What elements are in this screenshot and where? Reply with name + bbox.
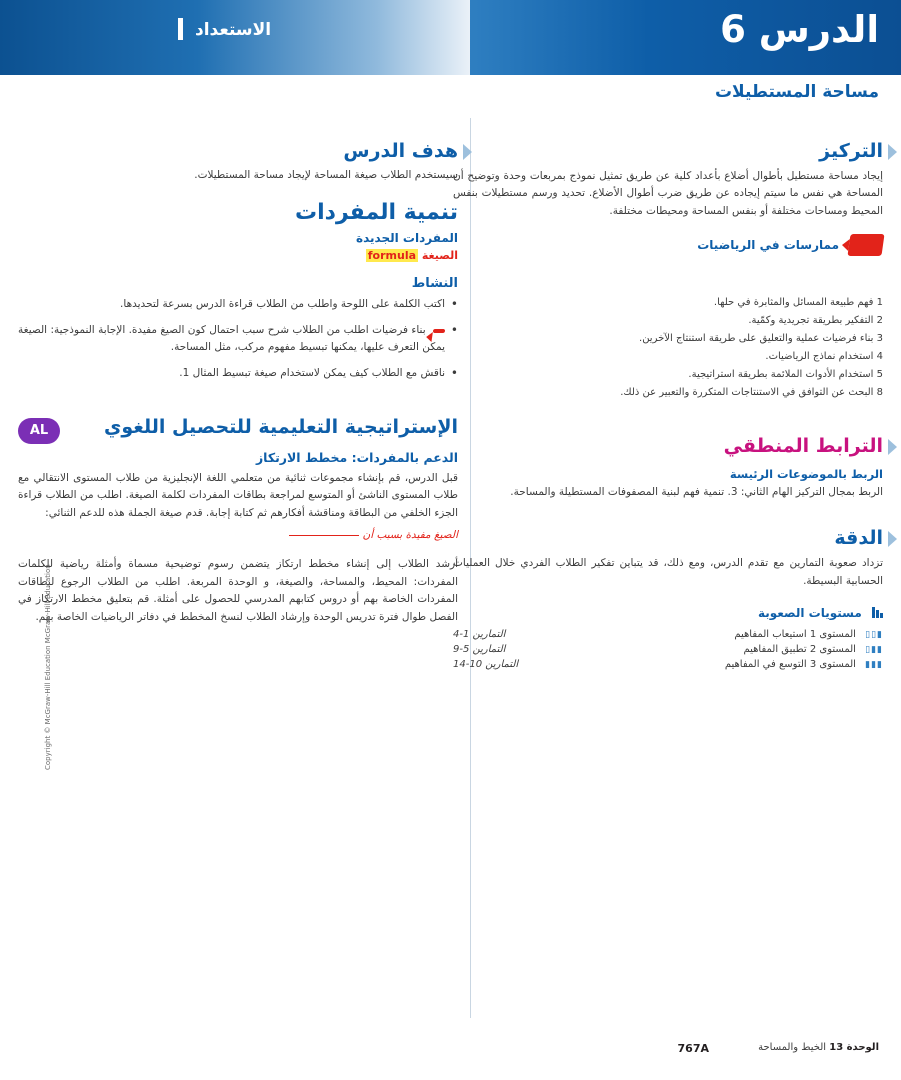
practices-badge-icon: [433, 329, 446, 333]
blank-line: [289, 535, 359, 536]
level-label: المستوى 1 استيعاب المفاهيم: [734, 628, 856, 640]
difficulty-level: [616, 627, 883, 642]
focus-body: إيجاد مساحة مستطيل بأطوال أضلاع بأعداد كلية عن طريق تمثيل نموذج بمربعات وحدة وتوضيح أن المساحة هي نفس ما سيتم إيجاده عن طريق ضرب أطوال الأضلاع. تحديد ورسم مستطيلات بنفس المحيط ومساحات مختلفة أو بنفس المساحة ومحيطات مختلفة.: [453, 170, 883, 217]
difficulty-exercises: التمارين 10-14: [453, 658, 519, 670]
level-label: المستوى 2 تطبيق المفاهيم: [743, 643, 856, 655]
coherence-subheading: الربط بالموضوعات الرئيسة: [729, 466, 883, 481]
list-item: 4 استخدام نماذج الرياضيات.: [765, 350, 883, 362]
objective-heading: [18, 140, 458, 162]
vocab-support-heading: الدعم بالمفردات: مخطط الارتكاز: [255, 449, 458, 465]
math-practices-header: [453, 238, 883, 268]
arrow-icon: [463, 144, 472, 160]
list-item: [18, 322, 458, 356]
page-number: 767A: [677, 1042, 709, 1055]
difficulty-table: [453, 627, 883, 672]
vocabulary-heading: تنمية المفردات: [295, 199, 458, 225]
footer-unit-title: الخيط والمساحة: [758, 1042, 827, 1053]
difficulty-exercises: التمارين 1-4: [453, 628, 506, 640]
objective-body: سيستخدم الطلاب صيغة المساحة لإيجاد مساحة المستطيلات.: [194, 169, 458, 181]
coherence-heading: [453, 435, 883, 457]
list-item-text: بناء فرضيات اطلب من الطلاب شرح سبب احتمال كون الصيغ مفيدة. الإجابة النموذجية: الصيغة يمكن التعرف عليها، يمكنها تبسيط مفهوم مركب، مثل المساحة.: [18, 323, 445, 353]
math-practices-title: ممارسات في الرياضيات: [697, 237, 839, 252]
list-item: 2 التفكير بطريقة تجريدية وكمّية.: [748, 314, 883, 326]
difficulty-heading: [453, 606, 883, 621]
arrow-icon: [888, 439, 897, 455]
vocabulary-term-en: formula: [367, 248, 417, 262]
level-1-icon: ▮▯▯: [865, 629, 883, 640]
difficulty-level: [616, 657, 883, 672]
el-paragraph-2: أرشد الطلاب إلى إنشاء مخطط ارتكاز يتضمن رسوم توضيحية مسماة وأمثلة رياضية للكلمات المفردات: المحيط، والمساحة، والصيغة، و الوحدة المربعة. اطلب من الطلاب الرجوع لبطاقات المفردات الخاصة بهم أو دروس كتابهم المدرسي للحصول على أمثلة. قم بتعليق مخطط الارتكاز في الفصل طوال فترة تدريس الوحدة وإرشاد الطلاب لنسخ المخطط في دفاتر الرياضيات الخاصة بهم.: [18, 558, 458, 623]
table-row: [453, 627, 883, 642]
prep-label: الاستعداد: [195, 20, 272, 40]
focus-heading: [453, 140, 883, 162]
sentence-frame-text: الصيغ مفيدة بسبب أن: [362, 529, 458, 542]
footer-unit: [758, 1042, 879, 1053]
rigor-heading-text: الدقة: [834, 527, 883, 550]
difficulty-heading-text: مستويات الصعوبة: [757, 605, 862, 620]
footer-unit-number: الوحدة 13: [829, 1042, 879, 1053]
table-row: [453, 642, 883, 657]
el-strategy-heading: [18, 416, 458, 440]
objective-heading-text: هدف الدرس: [343, 140, 458, 162]
difficulty-exercises: التمارين 5-9: [453, 643, 506, 655]
list-item: 3 بناء فرضيات عملية والتعليق على طريقة استنتاج الآخرين.: [639, 332, 883, 344]
math-practices-list: [453, 294, 883, 401]
page-footer: [22, 1042, 879, 1062]
header-band: [0, 0, 901, 75]
list-item: 5 استخدام الأدوات الملائمة بطريقة استراتيجية.: [688, 368, 883, 380]
level-2-icon: ▮▮▯: [865, 644, 883, 655]
rigor-body: تزداد صعوبة التمارين مع تقدم الدرس، ومع ذلك، قد يتباين تفكير الطلاب الفردي خلال العمليات الحسابية البسيطة.: [453, 557, 883, 587]
rigor-heading: [453, 527, 883, 549]
left-column: [18, 140, 458, 638]
vocabulary-term-ar: الصيغة: [421, 248, 458, 262]
focus-heading-text: التركيز: [819, 140, 883, 162]
vocabulary-new-label: المفردات الجديدة: [356, 230, 458, 245]
lesson-number: الدرس 6: [720, 8, 879, 51]
activity-heading: النشاط: [411, 275, 458, 291]
list-item: 8 البحث عن التوافق في الاستنتاجات المتكررة والتعبير عن ذلك.: [620, 386, 883, 398]
el-strategy-heading-text: الإستراتيجية التعليمية للتحصيل اللغوي: [103, 415, 458, 438]
list-item: • ناقش مع الطلاب كيف يمكن لاستخدام صيغة تبسيط المثال 1.: [18, 365, 458, 382]
activity-list: [18, 296, 458, 382]
right-column: [453, 140, 883, 672]
list-item: 1 فهم طبيعة المسائل والمثابرة في حلها.: [713, 296, 883, 308]
al-badge: AL: [18, 418, 60, 444]
arrow-icon: [888, 144, 897, 160]
vocabulary-term: [18, 249, 458, 262]
prep-divider-bar: [178, 18, 183, 40]
el-paragraph-1: قبل الدرس، قم بإنشاء مجموعات ثنائية من متعلمي اللغة الإنجليزية من طلاب المستوى الانتقالي مع طلاب المستوى الناشئ أو المتوسع لمراجعة بطاقات المفردات لكلمة الصيغة. اطلب من الطلاب قراءة الجزء الخلفي من البطاقة ومناقشة أفكارهم ثم كتابة إجابة. قدم صيغة الجملة هذه للدعم الثنائي:: [18, 471, 458, 519]
list-item: • اكتب الكلمة على اللوحة واطلب من الطلاب قراءة الدرس بسرعة لتحديدها.: [18, 296, 458, 313]
arrow-icon: [888, 531, 897, 547]
levels-bars-icon: [871, 607, 883, 621]
level-3-icon: ▮▮▮: [865, 659, 883, 670]
sentence-frame: [18, 527, 458, 545]
difficulty-level: [616, 642, 883, 657]
page-title: مساحة المستطيلات: [714, 82, 879, 102]
coherence-heading-text: الترابط المنطقي: [723, 434, 883, 457]
copyright-notice: Copyright © McGraw-Hill Education McGraw-Hill Education: [44, 564, 52, 770]
table-row: [453, 657, 883, 672]
coherence-body: الربط بمجال التركيز الهام الثاني: 3. تنمية فهم لبنية المصفوفات المستطيلة والمساحة.: [510, 485, 883, 498]
level-label: المستوى 3 التوسع في المفاهيم: [724, 658, 856, 670]
practices-badge-icon: [847, 234, 884, 256]
